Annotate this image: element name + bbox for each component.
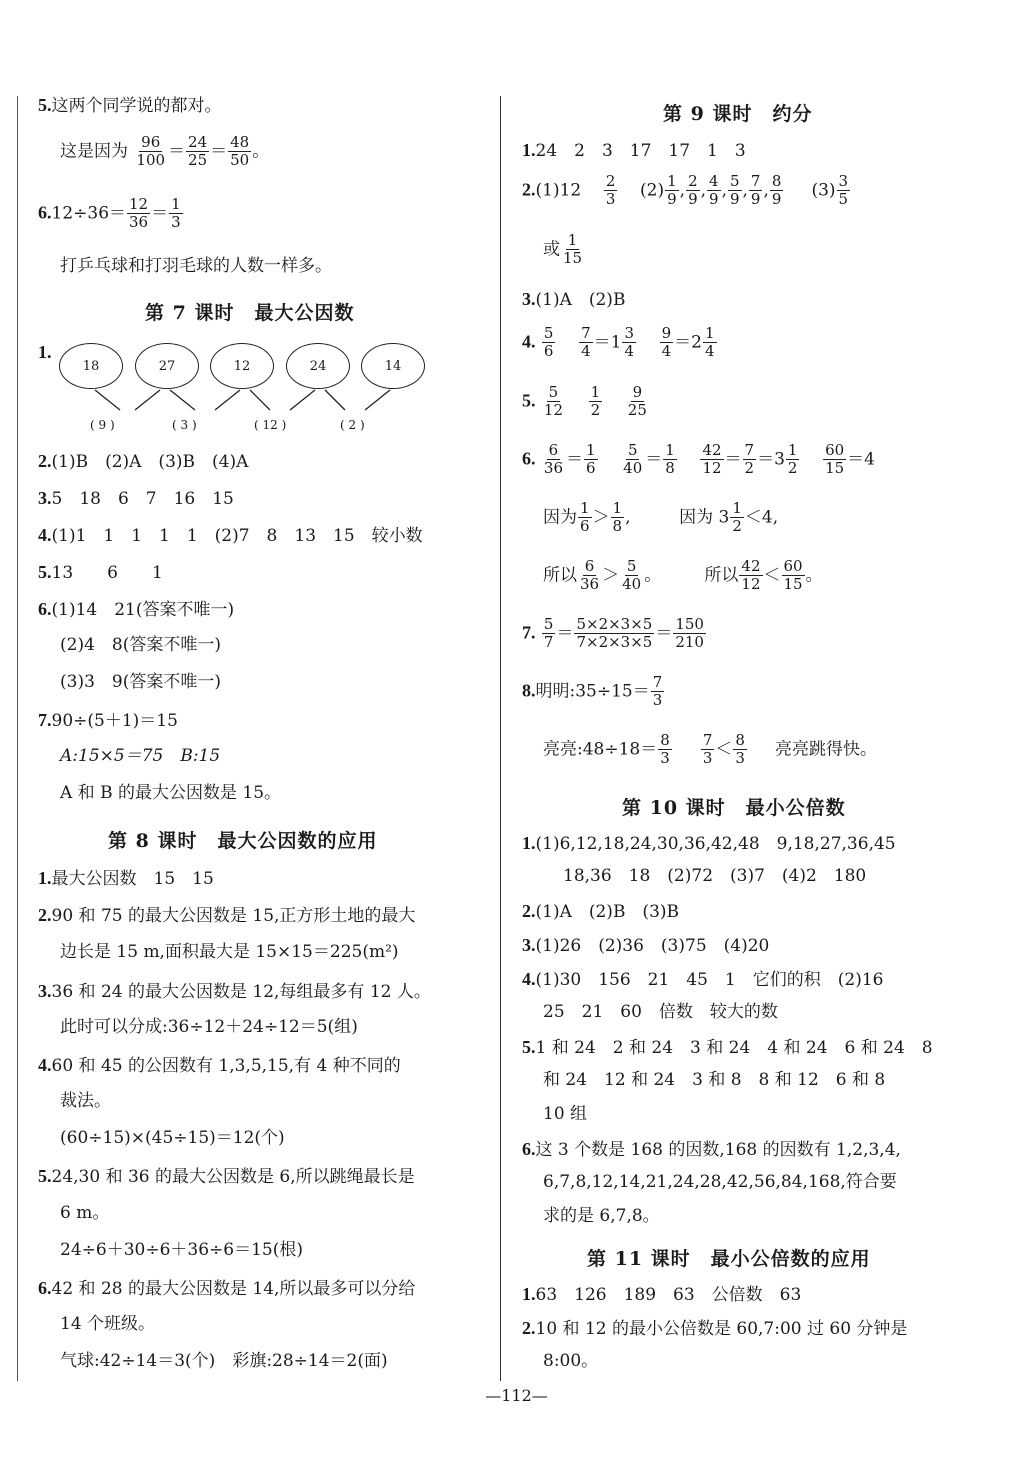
number-circle: 24	[286, 343, 350, 389]
r9-q8b: 亮亮:48÷18＝ $\frac{8}{3}$ $\frac{7}{3}$ ＜ $\frac{8}{3}$ 亮亮跳得快。	[543, 731, 877, 768]
r10-q4a: 4.(1)30 156 21 45 1 它们的积 (2)16	[522, 969, 884, 990]
l7-q2: 2.(1)B (2)A (3)B (4)A	[38, 451, 249, 472]
l7-q7b: A:15×5＝75 B:15	[60, 746, 221, 766]
l-q6: 6.12÷36＝ $\frac{12}{36}$ ＝ $\frac{1}{3}$	[38, 195, 181, 232]
r11-q2a: 2.10 和 12 的最小公倍数是 60,7:00 过 60 分钟是	[522, 1318, 908, 1339]
number-circle: 12	[210, 343, 274, 389]
l8-q2a: 2.90 和 75 的最大公因数是 15,正方形土地的最大	[38, 905, 416, 926]
r9-q7: 7. $\frac{5}{7}$ ＝ $\frac{5\times 2\times 3\times 5}{7\times 2\times 3\times 5}$ ＝ $\frac{150}{210}$	[522, 615, 704, 652]
fraction: $\frac{4}{9}$	[709, 172, 719, 209]
r10-q6a: 6.这 3 个数是 168 的因数,168 的因数有 1,2,3,4,	[522, 1139, 901, 1160]
fraction: $\frac{7}{9}$	[750, 172, 761, 209]
l8-q4b: 裁法。	[60, 1091, 111, 1111]
fraction: $\frac{1}{3}$	[171, 195, 181, 232]
number-circle: 18	[59, 343, 123, 389]
fraction: $\frac{2}{3}$	[605, 172, 616, 209]
l7-q6a: 6.(1)14 21(答案不唯一)	[38, 599, 235, 620]
r9-q5: 5. $\frac{5}{12}$ $\frac{1}{2}$ $\frac{9}{25}$	[522, 383, 647, 420]
number-circle: 14	[361, 343, 425, 389]
r11-q1: 1.63 126 189 63 公倍数 63	[522, 1284, 802, 1305]
page-number: —112—	[485, 1386, 548, 1405]
l8-q6a: 6.42 和 28 的最大公因数是 14,所以最多可以分给	[38, 1278, 416, 1299]
fraction: $\frac{3}{5}$	[838, 172, 849, 209]
column-divider	[500, 96, 501, 1381]
r10-q5c: 10 组	[543, 1104, 588, 1124]
r10-q3: 3.(1)26 (2)36 (3)75 (4)20	[522, 935, 770, 956]
r9-q6b: 因为 $\frac{1}{6}$ ＞ $\frac{1}{8}$ , 因为 3 $\frac{1}{2}$ ＜4,	[543, 499, 779, 536]
r10-q6c: 求的是 6,7,8。	[543, 1206, 660, 1226]
r10-q1b: 18,36 18 (2)72 (3)7 (4)2 180	[563, 866, 867, 886]
fraction: $\frac{96}{100}$	[136, 133, 166, 170]
r11-q2b: 8:00。	[543, 1351, 599, 1371]
l8-q4a: 4.60 和 45 的公因数有 1,3,5,15,有 4 种不同的	[38, 1055, 401, 1076]
arrows-diagram	[0, 0, 500, 440]
l7-q3: 3.5 18 6 7 16 15	[38, 488, 234, 509]
r9-q2: 2.(1)12 $\frac{2}{3}$ (2) $\frac{1}{9}$ , $\frac{2}{9}$ , $\frac{4}{9}$ , $\frac{5}{9}$ , $\frac{7}{9}$ , $\frac{8}{9}$ (3) $\frac{3}{5}$	[522, 172, 849, 209]
r10-q4b: 25 21 60 倍数 较大的数	[543, 1002, 778, 1022]
answer-blank: ( 9 )	[90, 418, 115, 432]
fraction: $\frac{1}{9}$	[667, 172, 677, 209]
l7-q7c: A 和 B 的最大公因数是 15。	[60, 783, 282, 803]
l8-q5b: 6 m。	[60, 1203, 110, 1223]
l8-q6c: 气球:42÷14＝3(个) 彩旗:28÷14＝2(面)	[60, 1351, 388, 1371]
l7-q4: 4.(1)1 1 1 1 1 (2)7 8 13 15 较小数	[38, 525, 423, 546]
l-q5: 5.这两个同学说的都对。	[38, 95, 222, 116]
fraction: $\frac{2}{9}$	[688, 172, 698, 209]
fraction: $\frac{12}{36}$	[129, 195, 149, 232]
r9-q8: 8.明明:35÷15＝ $\frac{7}{3}$	[522, 673, 663, 710]
r9-q3: 3.(1)A (2)B	[522, 289, 626, 310]
fraction: $\frac{5}{9}$	[729, 172, 740, 209]
l8-q3a: 3.36 和 24 的最大公因数是 12,每组最多有 12 人。	[38, 981, 431, 1002]
l8-q2b: 边长是 15 m,面积最大是 15×15＝225(m²)	[60, 942, 399, 962]
fraction: $\frac{1}{15}$	[563, 231, 583, 268]
l7-q6b: (2)4 8(答案不唯一)	[60, 635, 221, 655]
fraction: $\frac{8}{9}$	[771, 172, 782, 209]
l8-q5a: 5.24,30 和 36 的最大公因数是 6,所以跳绳最长是	[38, 1166, 415, 1187]
section-heading-8: 第 8 课时 最大公因数的应用	[108, 830, 378, 852]
r9-q6c: 所以 $\frac{6}{36}$ ＞ $\frac{5}{40}$ 。 所以 $\frac{42}{12}$ ＜ $\frac{60}{15}$ 。	[543, 557, 823, 594]
l8-q6b: 14 个班级。	[60, 1314, 156, 1334]
r9-q6: 6. $\frac{6}{36}$ ＝ $\frac{1}{6}$ $\frac{5}{40}$ ＝ $\frac{1}{8}$ $\frac{42}{12}$ ＝ $\frac{7}{2}$ ＝3 $\frac{1}{2}$ $\frac{60}{15}$ ＝4	[522, 441, 875, 478]
section-heading-10: 第 10 课时 最小公倍数	[622, 797, 846, 819]
fraction: $\frac{48}{50}$	[230, 133, 250, 170]
answer-blank: ( 12 )	[254, 418, 287, 432]
l8-q1: 1.最大公因数 15 15	[38, 868, 214, 889]
section-heading-9: 第 9 课时 约分	[663, 103, 813, 125]
r9-q4: 4. $\frac{5}{6}$ $\frac{7}{4}$ ＝1 $\frac{3}{4}$ $\frac{9}{4}$ ＝2 $\frac{1}{4}$	[522, 324, 715, 361]
l7-q5: 5.13 6 1	[38, 562, 163, 583]
r10-q2: 2.(1)A (2)B (3)B	[522, 901, 680, 922]
r9-q1: 1.24 2 3 17 17 1 3	[522, 140, 746, 161]
section-heading-7: 第 7 课时 最大公因数	[145, 302, 355, 324]
number-circle: 27	[135, 343, 199, 389]
fraction: $\frac{24}{25}$	[188, 133, 208, 170]
l8-q5c: 24÷6＋30÷6＋36÷6＝15(根)	[60, 1240, 303, 1260]
answer-blank: ( 2 )	[340, 418, 365, 432]
r10-q5b: 和 24 12 和 24 3 和 8 8 和 12 6 和 8	[543, 1070, 886, 1090]
l7-q6c: (3)3 9(答案不唯一)	[60, 672, 221, 692]
l8-q4c: (60÷15)×(45÷15)＝12(个)	[60, 1128, 285, 1148]
l-q5b: 这是因为 $\frac{96}{100}$ ＝ $\frac{24}{25}$ ＝ $\frac{48}{50}$ 。	[60, 133, 270, 170]
l-q6b: 打乒乓球和打羽毛球的人数一样多。	[60, 256, 332, 276]
r10-q5a: 5.1 和 24 2 和 24 3 和 24 4 和 24 6 和 24 8	[522, 1037, 933, 1058]
answer-blank: ( 3 )	[172, 418, 197, 432]
r10-q1a: 1.(1)6,12,18,24,30,36,42,48 9,18,27,36,45	[522, 833, 896, 854]
r10-q6b: 6,7,8,12,14,21,24,28,42,56,84,168,符合要	[543, 1172, 897, 1192]
l8-q3b: 此时可以分成:36÷12＋24÷12＝5(组)	[60, 1017, 358, 1037]
l7-q7a: 7.90÷(5＋1)＝15	[38, 710, 178, 731]
section-heading-11: 第 11 课时 最小公倍数的应用	[587, 1248, 871, 1270]
r9-q2b: 或 $\frac{1}{15}$	[543, 231, 583, 268]
l7-q1-num: 1.	[38, 342, 52, 362]
